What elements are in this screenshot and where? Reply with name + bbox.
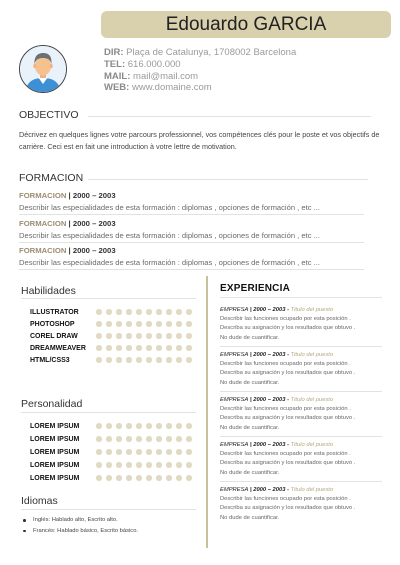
experience-item: EMPRESA | 2000 – 2003 - Titulo del puesto Describir las funciones ocupado por esta posición . Describa su asignación y los resultados que obtuvo . No dude de cuantificar.: [220, 307, 356, 341]
personality-heading: Personalidad: [21, 398, 83, 410]
rating-dot: [176, 423, 182, 429]
rating-dot: [186, 309, 192, 315]
rating-dot: [106, 462, 112, 468]
rating-dot: [136, 436, 142, 442]
skill-rating: [96, 357, 192, 363]
experience-item-divider: [220, 481, 382, 482]
rating-dot: [116, 475, 122, 481]
rating-dot: [126, 462, 132, 468]
rating-dot: [136, 475, 142, 481]
rating-dot: [126, 449, 132, 455]
trait-name: LOREM IPSUM: [30, 423, 80, 430]
rating-dot: [186, 423, 192, 429]
education-item: FORMACION | 2000 – 2003 Describir las especialidades de esta formación : diplomas , opciones de formación , etc ...: [19, 219, 369, 240]
rating-dot: [136, 357, 142, 363]
rating-dot: [126, 423, 132, 429]
rating-dot: [186, 345, 192, 351]
rating-dot: [136, 309, 142, 315]
education-item-divider: [19, 269, 364, 270]
rating-dot: [126, 333, 132, 339]
trait-name: LOREM IPSUM: [30, 436, 80, 443]
rating-dot: [156, 345, 162, 351]
rating-dot: [126, 436, 132, 442]
rating-dot: [96, 475, 102, 481]
phone-line: TEL: 616.000.000: [104, 58, 181, 70]
languages-heading: Idiomas: [21, 495, 58, 507]
education-divider: [88, 179, 368, 180]
rating-dot: [156, 449, 162, 455]
rating-dot: [136, 449, 142, 455]
column-divider: [206, 276, 208, 548]
rating-dot: [116, 423, 122, 429]
rating-dot: [146, 309, 152, 315]
rating-dot: [146, 333, 152, 339]
experience-item: EMPRESA | 2000 – 2003 - Titulo del puesto Describir las funciones ocupado por esta posición . Describa su asignación y los resultados que obtuvo . No dude de cuantificar.: [220, 487, 356, 521]
experience-item: EMPRESA | 2000 – 2003 - Titulo del puesto Describir las funciones ocupado por esta posición . Describa su asignación y los resultados que obtuvo . No dude de cuantificar.: [220, 442, 356, 476]
rating-dot: [116, 321, 122, 327]
trait-rating: [96, 462, 192, 468]
rating-dot: [156, 321, 162, 327]
rating-dot: [156, 462, 162, 468]
rating-dot: [146, 357, 152, 363]
skills-divider: [21, 298, 196, 299]
education-item: FORMACION | 2000 – 2003 Describir las especialidades de esta formación : diplomas , opciones de formación , etc ...: [19, 191, 369, 212]
rating-dot: [146, 436, 152, 442]
skill-rating: [96, 345, 192, 351]
language-item: Francés: Hablado básico, Escrito básico.: [19, 526, 138, 537]
rating-dot: [136, 321, 142, 327]
rating-dot: [166, 449, 172, 455]
rating-dot: [116, 345, 122, 351]
rating-dot: [136, 423, 142, 429]
rating-dot: [96, 309, 102, 315]
rating-dot: [116, 309, 122, 315]
languages-divider: [21, 509, 196, 510]
rating-dot: [176, 475, 182, 481]
trait-rating: [96, 475, 192, 481]
address-line: DIR: Plaça de Catalunya, 1708002 Barcelona: [104, 47, 297, 58]
objective-text: Décrivez en quelques lignes votre parcours professionnel, vos compétences clés pour le poste et vos objectifs de carrière. Ceci est en fait une introduction à votre lettre de motivation.: [19, 130, 380, 151]
education-heading: FORMACION: [19, 172, 84, 184]
rating-dot: [146, 345, 152, 351]
rating-dot: [106, 309, 112, 315]
rating-dot: [136, 333, 142, 339]
skill-rating: [96, 321, 192, 327]
rating-dot: [186, 436, 192, 442]
rating-dot: [96, 357, 102, 363]
mail-line: MAIL: mail@mail.com: [104, 70, 199, 82]
rating-dot: [166, 309, 172, 315]
rating-dot: [106, 321, 112, 327]
rating-dot: [146, 321, 152, 327]
rating-dot: [186, 462, 192, 468]
rating-dot: [156, 309, 162, 315]
education-description: Describir las especialidades de esta formación : diplomas , opciones de formación , etc ...: [19, 231, 320, 240]
education-description: Describir las especialidades de esta formación : diplomas , opciones de formación , etc ...: [19, 258, 320, 267]
rating-dot: [186, 321, 192, 327]
rating-dot: [166, 462, 172, 468]
skill-rating: [96, 333, 192, 339]
experience-item-divider: [220, 391, 382, 392]
rating-dot: [166, 333, 172, 339]
languages-list: [19, 515, 138, 536]
rating-dot: [146, 449, 152, 455]
education-description: Describir las especialidades de esta formación : diplomas , opciones de formación , etc ...: [19, 203, 320, 212]
rating-dot: [96, 321, 102, 327]
experience-item-divider: [220, 436, 382, 437]
rating-dot: [126, 345, 132, 351]
rating-dot: [96, 333, 102, 339]
rating-dot: [176, 357, 182, 363]
rating-dot: [146, 475, 152, 481]
rating-dot: [186, 357, 192, 363]
experience-item-divider: [220, 346, 382, 347]
skill-name: DREAMWEAVER: [30, 345, 86, 352]
rating-dot: [156, 357, 162, 363]
rating-dot: [106, 357, 112, 363]
rating-dot: [176, 462, 182, 468]
rating-dot: [96, 449, 102, 455]
trait-name: LOREM IPSUM: [30, 449, 80, 456]
rating-dot: [106, 436, 112, 442]
rating-dot: [176, 345, 182, 351]
objective-divider: [88, 116, 371, 117]
rating-dot: [106, 449, 112, 455]
rating-dot: [106, 333, 112, 339]
rating-dot: [106, 345, 112, 351]
rating-dot: [106, 423, 112, 429]
rating-dot: [176, 449, 182, 455]
rating-dot: [156, 475, 162, 481]
rating-dot: [176, 309, 182, 315]
skill-rating: [96, 309, 192, 315]
rating-dot: [156, 436, 162, 442]
trait-rating: [96, 436, 192, 442]
experience-item: EMPRESA | 2000 – 2003 - Titulo del puesto Describir las funciones ocupado por esta posición . Describa su asignación y los resultados que obtuvo . No dude de cuantificar.: [220, 352, 356, 386]
rating-dot: [186, 333, 192, 339]
trait-rating: [96, 423, 192, 429]
rating-dot: [116, 357, 122, 363]
experience-heading: EXPERIENCIA: [220, 283, 290, 294]
rating-dot: [176, 321, 182, 327]
candidate-name: Edouardo GARCIA: [165, 13, 327, 35]
trait-name: LOREM IPSUM: [30, 475, 80, 482]
rating-dot: [176, 436, 182, 442]
rating-dot: [156, 423, 162, 429]
rating-dot: [156, 333, 162, 339]
rating-dot: [126, 321, 132, 327]
rating-dot: [166, 357, 172, 363]
trait-name: LOREM IPSUM: [30, 462, 80, 469]
trait-rating: [96, 449, 192, 455]
rating-dot: [166, 345, 172, 351]
rating-dot: [116, 462, 122, 468]
language-item: Inglés: Hablado alto, Escrito alto.: [19, 515, 138, 526]
contact-block: [104, 47, 296, 94]
objective-heading: OBJECTIVO: [19, 109, 79, 121]
experience-divider: [220, 297, 382, 298]
rating-dot: [116, 449, 122, 455]
rating-dot: [126, 475, 132, 481]
rating-dot: [146, 423, 152, 429]
skill-name: PHOTOSHOP: [30, 321, 75, 328]
rating-dot: [166, 475, 172, 481]
name-banner: [101, 11, 391, 38]
skills-heading: Habilidades: [21, 285, 76, 297]
rating-dot: [96, 345, 102, 351]
education-item: FORMACION | 2000 – 2003 Describir las especialidades de esta formación : diplomas , opciones de formación , etc ...: [19, 246, 369, 267]
personality-divider: [21, 412, 196, 413]
rating-dot: [136, 462, 142, 468]
rating-dot: [166, 321, 172, 327]
rating-dot: [136, 345, 142, 351]
rating-dot: [116, 436, 122, 442]
rating-dot: [186, 475, 192, 481]
web-line: WEB: www.domaine.com: [104, 82, 212, 94]
person-avatar-icon: [19, 45, 67, 93]
rating-dot: [126, 357, 132, 363]
rating-dot: [106, 475, 112, 481]
rating-dot: [186, 449, 192, 455]
rating-dot: [96, 436, 102, 442]
rating-dot: [166, 423, 172, 429]
education-item-divider: [19, 242, 364, 243]
rating-dot: [116, 333, 122, 339]
education-item-divider: [19, 214, 364, 215]
rating-dot: [176, 333, 182, 339]
rating-dot: [126, 309, 132, 315]
skill-name: HTML/CSS3: [30, 357, 70, 364]
rating-dot: [96, 462, 102, 468]
experience-item: EMPRESA | 2000 – 2003 - Titulo del puesto Describir las funciones ocupado por esta posición . Describa su asignación y los resultados que obtuvo . No dude de cuantificar.: [220, 397, 356, 431]
rating-dot: [96, 423, 102, 429]
skill-name: COREL DRAW: [30, 333, 78, 340]
rating-dot: [166, 436, 172, 442]
rating-dot: [146, 462, 152, 468]
skill-name: ILLUSTRATOR: [30, 309, 79, 316]
